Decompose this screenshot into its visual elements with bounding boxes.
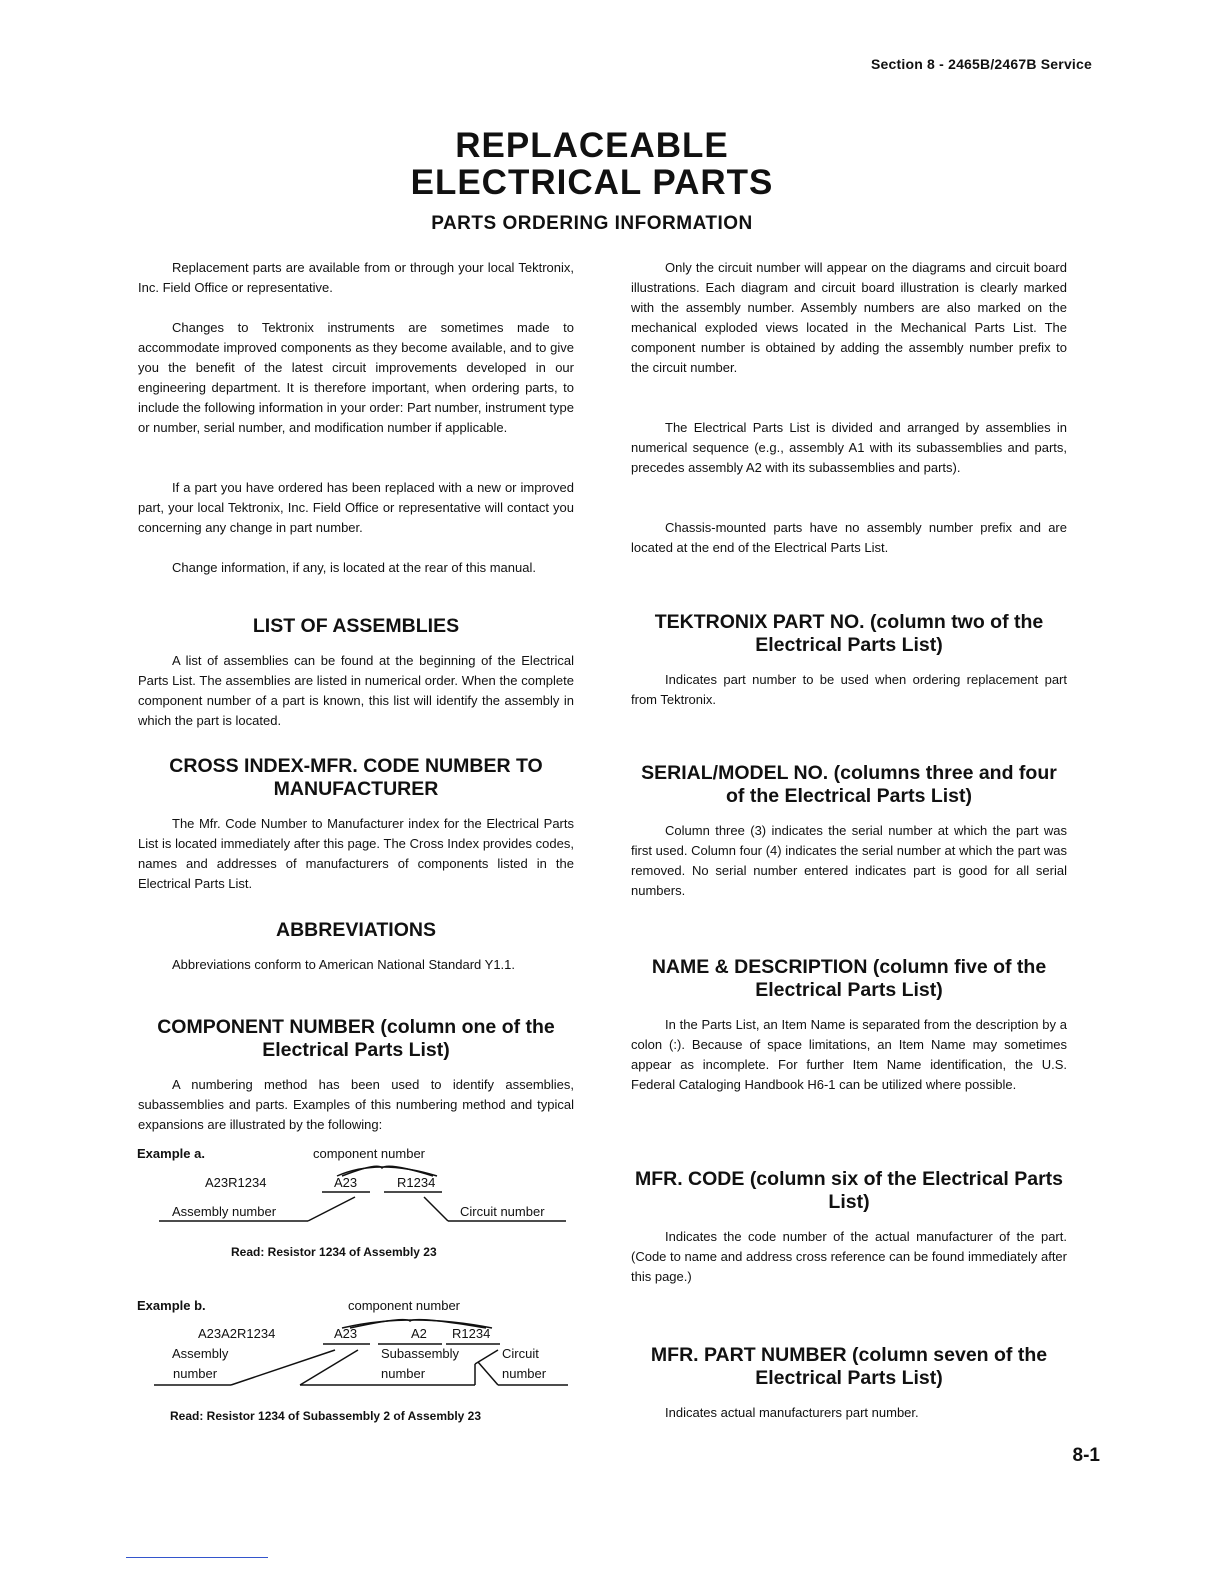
example-b-read: Read: Resistor 1234 of Subassembly 2 of Assembly 23 — [170, 1409, 482, 1423]
left-para-2: Changes to Tektronix instruments are sometimes made to accommodate improved components as they become available, and to give you the benefit of the latest circuit improvements developed in our engineering department. It is therefore important, when ordering parts, to include the following information in your order: Part number, instrument type or number, serial number, and modification number if applicable. — [138, 320, 574, 435]
example-b-sub: A2 — [411, 1326, 427, 1341]
section-mfr-code — [631, 1168, 1067, 1287]
page-title-line2: ELECTRICAL PARTS — [410, 163, 774, 202]
section-heading: SERIAL/MODEL NO. (columns three and four of the Electrical Parts List) — [641, 762, 1057, 807]
section-heading: TEKTRONIX PART NO. (column two of the Electrical Parts List) — [654, 611, 1044, 656]
example-b-circuit-l2: number — [502, 1366, 547, 1381]
section-text: A list of assemblies can be found at the beginning of the Electrical Parts List. The assemblies are listed in numerical order. When the complete component number of a part is known, this list will identify the assembly in which the part is located. — [138, 653, 574, 728]
section-name-description — [631, 956, 1067, 1095]
page-subtitle: PARTS ORDERING INFORMATION — [431, 213, 753, 234]
right-para-2: The Electrical Parts List is divided and arranged by assemblies in numerical sequence (e.g., assembly A1 with its subassemblies and parts, precedes assembly A2 with its subassemblies and parts). — [631, 420, 1067, 475]
left-para-3: If a part you have ordered has been replaced with a new or improved part, your local Tektronix, Inc. Field Office or representative will contact you concerning any change in part number. — [138, 480, 574, 535]
example-a-read: Read: Resistor 1234 of Assembly 23 — [231, 1245, 437, 1259]
section-heading: CROSS INDEX-MFR. CODE NUMBER TO MANUFACTURER — [169, 755, 543, 800]
section-text: Abbreviations conform to American National Standard Y1.1. — [172, 957, 516, 972]
example-a-assembly-number: Assembly number — [172, 1204, 277, 1219]
page-title-line1: REPLACEABLE — [455, 126, 729, 165]
section-serial-model — [631, 762, 1067, 901]
example-b-sub-l2: number — [381, 1366, 426, 1381]
example-b-sub-l1: Subassembly — [381, 1346, 460, 1361]
right-para-3: Chassis-mounted parts have no assembly number prefix and are located at the end of the Electrical Parts List. — [631, 520, 1067, 555]
example-b-circuit: R1234 — [452, 1326, 491, 1341]
example-b-label: Example b. — [137, 1298, 206, 1313]
left-para-4: Change information, if any, is located at the rear of this manual. — [172, 560, 536, 575]
section-text: The Mfr. Code Number to Manufacturer index for the Electrical Parts List is located immediately after this page. The Cross Index provides codes, names and addresses of manufacturers of components listed in the Electrical Parts List. — [138, 816, 574, 891]
example-b-assembly: A23 — [334, 1326, 358, 1341]
example-b-component-number: component number — [348, 1298, 461, 1313]
example-a-circuit: R1234 — [397, 1175, 436, 1190]
example-b-code: A23A2R1234 — [198, 1326, 276, 1341]
left-para-1: Replacement parts are available from or through your local Tektronix, Inc. Field Office or representative. — [138, 260, 574, 295]
section-heading: MFR. PART NUMBER (column seven of the Electrical Parts List) — [650, 1344, 1048, 1389]
example-b-circuit-l1: Circuit — [502, 1346, 539, 1361]
example-b-assembly-l2: number — [173, 1366, 218, 1381]
section-text: A numbering method has been used to identify assemblies, subassemblies and parts. Examples of this numbering method and typical expansions are illustrated by the following: — [138, 1077, 574, 1132]
section-heading: COMPONENT NUMBER (column one of the Electrical Parts List) — [157, 1016, 555, 1061]
section-text: Indicates part number to be used when ordering replacement part from Tektronix. — [631, 672, 1067, 707]
example-a-component-number: component number — [313, 1146, 426, 1161]
example-a-label: Example a. — [137, 1146, 205, 1161]
section-text: Indicates actual manufacturers part number. — [665, 1405, 919, 1420]
section-tektronix-part-no — [631, 611, 1067, 710]
section-heading: NAME & DESCRIPTION (column five of the Electrical Parts List) — [651, 956, 1047, 1001]
section-heading: MFR. CODE (column six of the Electrical Parts List) — [634, 1168, 1063, 1213]
section-text: Indicates the code number of the actual manufacturer of the part. (Code to name and address cross reference can be found immediately after this page.) — [631, 1229, 1067, 1284]
section-mfr-part-number — [631, 1344, 1067, 1423]
section-heading: ABBREVIATIONS — [276, 919, 436, 941]
example-a-code: A23R1234 — [205, 1175, 267, 1190]
running-header: Section 8 - 2465B/2467B Service — [871, 56, 1092, 72]
section-text: In the Parts List, an Item Name is separated from the description by a colon (:). Because of space limitations, an Item Name may sometimes appear as incomplete. For further Item Name identification, the U.S. Federal Cataloging Handbook H6-1 can be utilized where possible. — [631, 1017, 1067, 1092]
page-number: 8-1 — [1072, 1445, 1100, 1466]
footer-divider — [126, 1557, 268, 1558]
section-heading: LIST OF ASSEMBLIES — [252, 615, 460, 637]
example-a-assembly: A23 — [334, 1175, 358, 1190]
example-a-circuit-number: Circuit number — [460, 1204, 545, 1219]
section-text: Column three (3) indicates the serial number at which the part was first used. Column four (4) indicates the serial number at which the part was removed. No serial number entered indicates part is good for all serial numbers. — [631, 823, 1067, 898]
right-para-1: Only the circuit number will appear on the diagrams and circuit board illustrations. Each diagram and circuit board illustration is clearly marked with the assembly number. Assembly numbers are also marked on the mechanical exploded views located in the Mechanical Parts List. The component number is obtained by adding the assembly number prefix to the circuit number. — [631, 260, 1067, 375]
example-b-assembly-l1: Assembly — [172, 1346, 229, 1361]
